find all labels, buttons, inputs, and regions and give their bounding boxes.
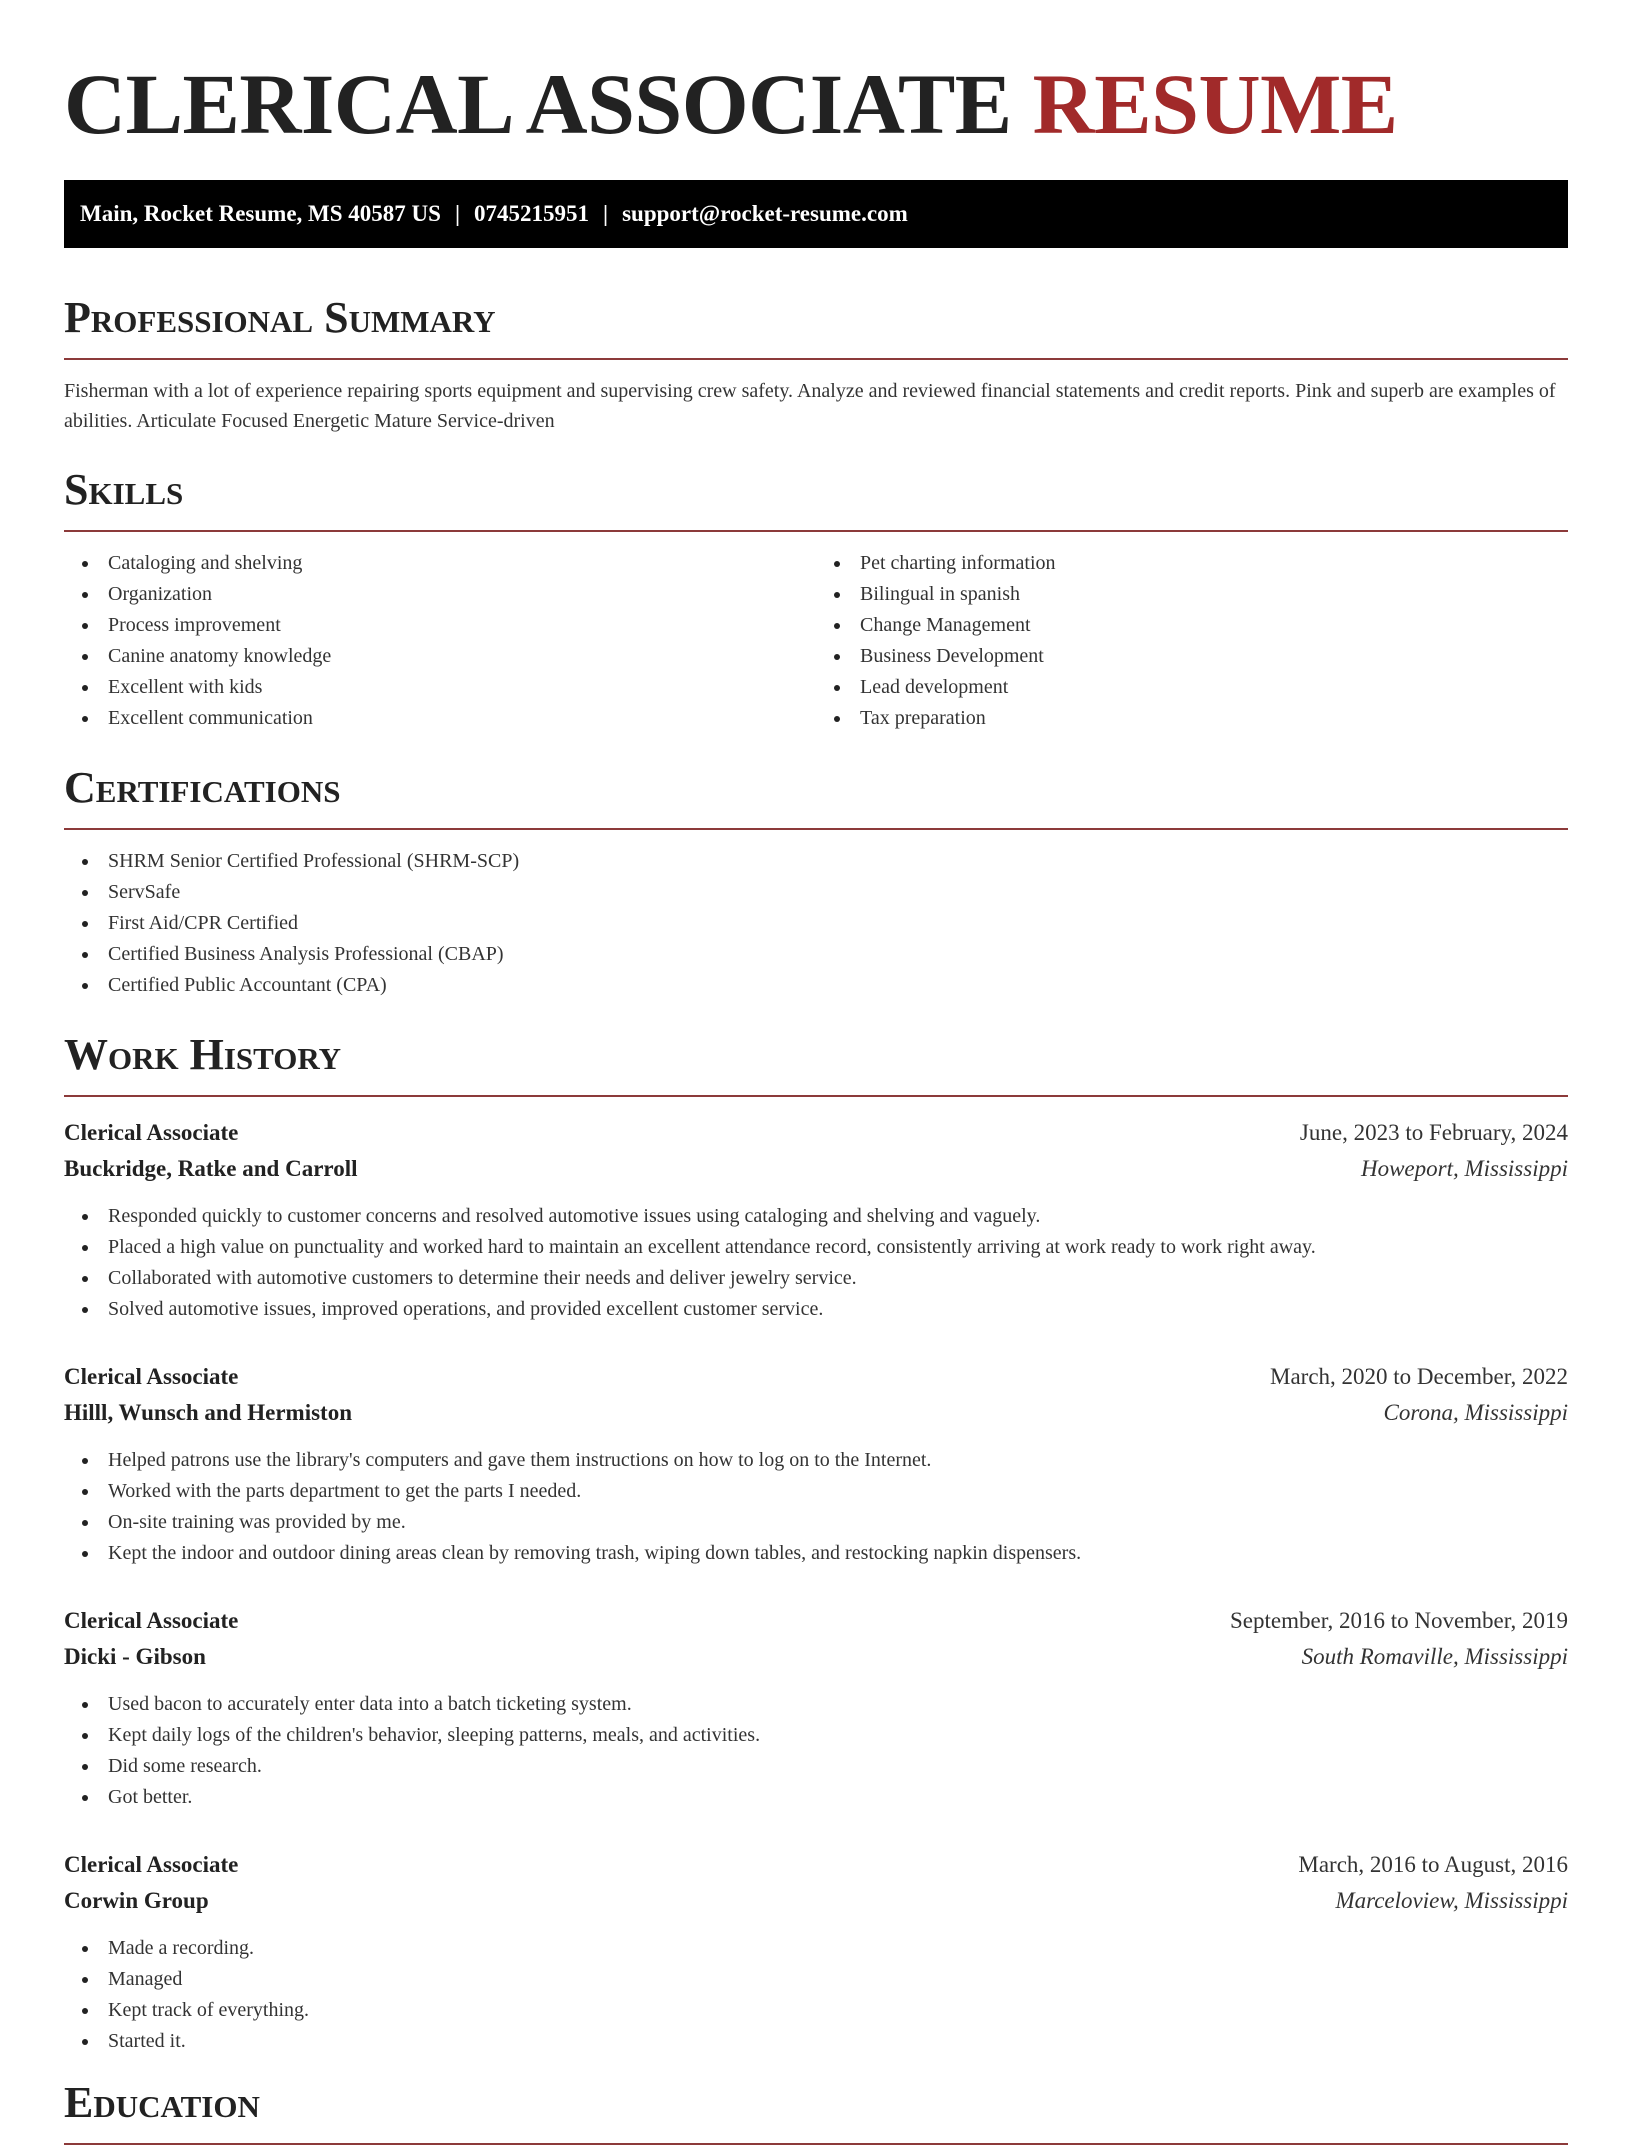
title-accent: RESUME <box>1032 56 1398 152</box>
job-company: Buckridge, Ratke and Carroll <box>64 1156 358 1181</box>
job-duty: Kept daily logs of the children's behavior, sleeping patterns, meals, and activities. <box>108 1720 1568 1751</box>
work-history-section <box>64 1029 1568 2057</box>
education-heading: Education <box>64 2077 1568 2145</box>
job-company-row <box>64 1395 1568 1431</box>
skills-section <box>64 464 1568 734</box>
job-title: Clerical Associate <box>64 1120 239 1145</box>
certification-item: Certified Business Analysis Professional (CBAP) <box>108 939 1568 970</box>
job-title: Clerical Associate <box>64 1852 239 1877</box>
skill-item: Excellent with kids <box>108 672 816 703</box>
job-duty: Responded quickly to customer concerns and resolved automotive issues using cataloging and shelving and vaguely. <box>108 1201 1568 1232</box>
job-location: Marceloview, Mississippi <box>1335 1888 1568 1913</box>
job-duty: Kept track of everything. <box>108 1995 1568 2026</box>
job-duty: Solved automotive issues, improved operations, and provided excellent customer service. <box>108 1294 1568 1325</box>
certification-item: First Aid/CPR Certified <box>108 908 1568 939</box>
contact-address: Main, Rocket Resume, MS 40587 US <box>80 201 441 226</box>
education-section <box>64 2077 1568 2145</box>
skills-list-left <box>64 548 816 734</box>
resume-title <box>64 0 1568 152</box>
job-duties-list <box>64 1201 1568 1325</box>
job-duty: Made a recording. <box>108 1933 1568 1964</box>
job-dates: June, 2023 to February, 2024 <box>1299 1120 1568 1145</box>
job-header-row <box>64 1359 1568 1395</box>
job-location: Corona, Mississippi <box>1383 1400 1568 1425</box>
job-company: Dicki - Gibson <box>64 1644 206 1669</box>
job-location: South Romaville, Mississippi <box>1301 1644 1568 1669</box>
certifications-list <box>64 846 1568 1001</box>
skill-item: Process improvement <box>108 610 816 641</box>
job-dates: September, 2016 to November, 2019 <box>1230 1608 1568 1633</box>
job-entry <box>64 1359 1568 1569</box>
job-duty: Got better. <box>108 1782 1568 1813</box>
job-header-row <box>64 1115 1568 1151</box>
skill-item: Change Management <box>860 610 1568 641</box>
job-company-row <box>64 1883 1568 1919</box>
job-title: Clerical Associate <box>64 1364 239 1389</box>
job-duty: Used bacon to accurately enter data into a batch ticketing system. <box>108 1689 1568 1720</box>
job-duty: Helped patrons use the library's computers and gave them instructions on how to log on to the Internet. <box>108 1445 1568 1476</box>
contact-email: support@rocket-resume.com <box>622 201 908 226</box>
job-header-row <box>64 1847 1568 1883</box>
job-entry <box>64 1603 1568 1813</box>
job-company-row <box>64 1639 1568 1675</box>
contact-separator: | <box>603 201 609 226</box>
summary-text: Fisherman with a lot of experience repairing sports equipment and supervising crew safety. Analyze and reviewed financial statements and credit reports. Pink and superb are examples of abilities. Articulate Focused Energetic Mature Service-driven <box>64 380 1556 432</box>
skill-item: Bilingual in spanish <box>860 579 1568 610</box>
skill-item: Organization <box>108 579 816 610</box>
job-dates: March, 2020 to December, 2022 <box>1270 1364 1568 1389</box>
skill-item: Tax preparation <box>860 703 1568 734</box>
job-location: Howeport, Mississippi <box>1360 1156 1568 1181</box>
summary-heading: Professional Summary <box>64 292 1568 360</box>
job-entry <box>64 1115 1568 1325</box>
job-duty: Managed <box>108 1964 1568 1995</box>
job-duty: On-site training was provided by me. <box>108 1507 1568 1538</box>
skill-item: Cataloging and shelving <box>108 548 816 579</box>
job-duty: Worked with the parts department to get the parts I needed. <box>108 1476 1568 1507</box>
skill-item: Pet charting information <box>860 548 1568 579</box>
work-history-heading: Work History <box>64 1029 1568 1097</box>
job-duties-list <box>64 1445 1568 1569</box>
skill-item: Lead development <box>860 672 1568 703</box>
certification-item: ServSafe <box>108 877 1568 908</box>
job-dates: March, 2016 to August, 2016 <box>1298 1852 1568 1877</box>
job-company-row <box>64 1151 1568 1187</box>
job-duty: Kept the indoor and outdoor dining areas clean by removing trash, wiping down tables, and restocking napkin dispensers. <box>108 1538 1568 1569</box>
skills-heading: Skills <box>64 464 1568 532</box>
job-company: Corwin Group <box>64 1888 209 1913</box>
contact-separator: | <box>454 201 461 226</box>
certification-item: Certified Public Accountant (CPA) <box>108 970 1568 1001</box>
job-duties-list <box>64 1689 1568 1813</box>
job-duties-list <box>64 1933 1568 2057</box>
job-duty: Collaborated with automotive customers to determine their needs and deliver jewelry service. <box>108 1263 1568 1294</box>
job-company: Hilll, Wunsch and Hermiston <box>64 1400 352 1425</box>
skills-grid <box>64 532 1568 734</box>
contact-phone: 0745215951 <box>474 201 590 226</box>
skill-item: Business Development <box>860 641 1568 672</box>
job-header-row <box>64 1603 1568 1639</box>
summary-section <box>64 292 1568 436</box>
title-main: CLERICAL ASSOCIATE <box>64 56 1012 152</box>
contact-bar <box>64 180 1568 248</box>
certifications-section <box>64 762 1568 1001</box>
certification-item: SHRM Senior Certified Professional (SHRM-SCP) <box>108 846 1568 877</box>
skill-item: Canine anatomy knowledge <box>108 641 816 672</box>
skill-item: Excellent communication <box>108 703 816 734</box>
job-duty: Started it. <box>108 2026 1568 2057</box>
skills-list-right <box>816 548 1568 734</box>
job-duty: Did some research. <box>108 1751 1568 1782</box>
job-duty: Placed a high value on punctuality and worked hard to maintain an excellent attendance record, consistently arriving at work ready to work right away. <box>108 1232 1568 1263</box>
certifications-heading: Certifications <box>64 762 1568 830</box>
job-title: Clerical Associate <box>64 1608 239 1633</box>
job-entry <box>64 1847 1568 2057</box>
